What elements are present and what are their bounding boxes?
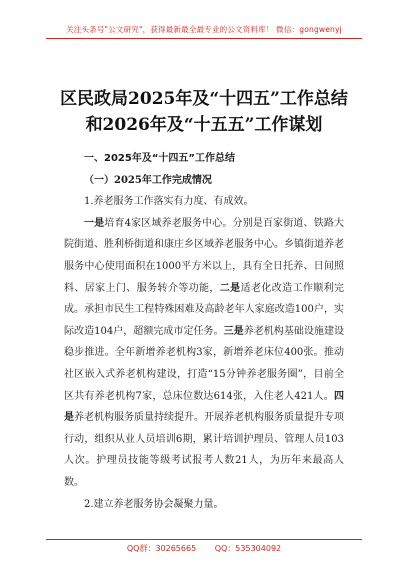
- point-lead-3: 三是: [223, 325, 244, 337]
- subsection-heading: （一）2025年工作完成情况: [84, 174, 212, 186]
- point-lead-1: 一是: [84, 217, 105, 229]
- point-text-3: 养老机构基础设施建设稳步推进。全年新增养老机构3家，新增养老床位400张。推动社区嵌入式养老机构建设，打造“15分钟养老服务圈”，目前全区共有养老机构7家，总床位数达614张，入住老人421人。: [64, 325, 345, 402]
- list-item-2: 2.建立养老服务协会凝聚力量。: [84, 498, 224, 510]
- section-heading-1: 一、2025年及“十四五”工作总结: [84, 153, 235, 164]
- document-title-line-2: 和2026年及“十五五”工作谋划: [85, 115, 323, 135]
- footer-divider: [46, 539, 362, 540]
- document-body: [64, 148, 344, 515]
- point-text-4: 养老机构服务质量持续提升。开展养老机构服务质量提升专项行动，组织从业人员培训6期，累计培训护理员、管理人员103人次。护理员技能等级考试报考人数21人，为历年来最高人数。: [64, 412, 344, 488]
- footer-qq: QQ：535304092: [214, 544, 282, 553]
- header-divider: [46, 38, 362, 39]
- list-item-1: 1.养老服务工作落实有力度、有成效。: [84, 196, 254, 208]
- footer-contact: [0, 543, 408, 554]
- header-promo-note: 关注头条号"公文研究"，获得最新最全最专业的公文资料库！ 微信：gongwenyj: [66, 25, 342, 34]
- point-text-1: 培育4家区域养老服务中心。分别是百家街道、铁路大院街道、胜利桥街道和康庄乡区域养老服务中心。乡镇街道养老服务中心使用面积在1000平方米以上，具有全日托养、日间照料、居家上门、服务转介等功能，: [64, 217, 344, 294]
- point-text-2: 适老化改造工作顺利完成。承担市民生工程特殊困难及高龄老年人家庭改造100户，实际改造104户，超额完成市定任务。: [64, 282, 345, 337]
- footer-qq-group: QQ群：30265665: [126, 544, 197, 553]
- document-title-line-1: 区民政局2025年及“十四五”工作总结: [60, 89, 348, 109]
- body-paragraph: [64, 213, 344, 494]
- point-lead-2: 二是: [219, 282, 241, 294]
- point-lead-4: 四是: [64, 390, 344, 424]
